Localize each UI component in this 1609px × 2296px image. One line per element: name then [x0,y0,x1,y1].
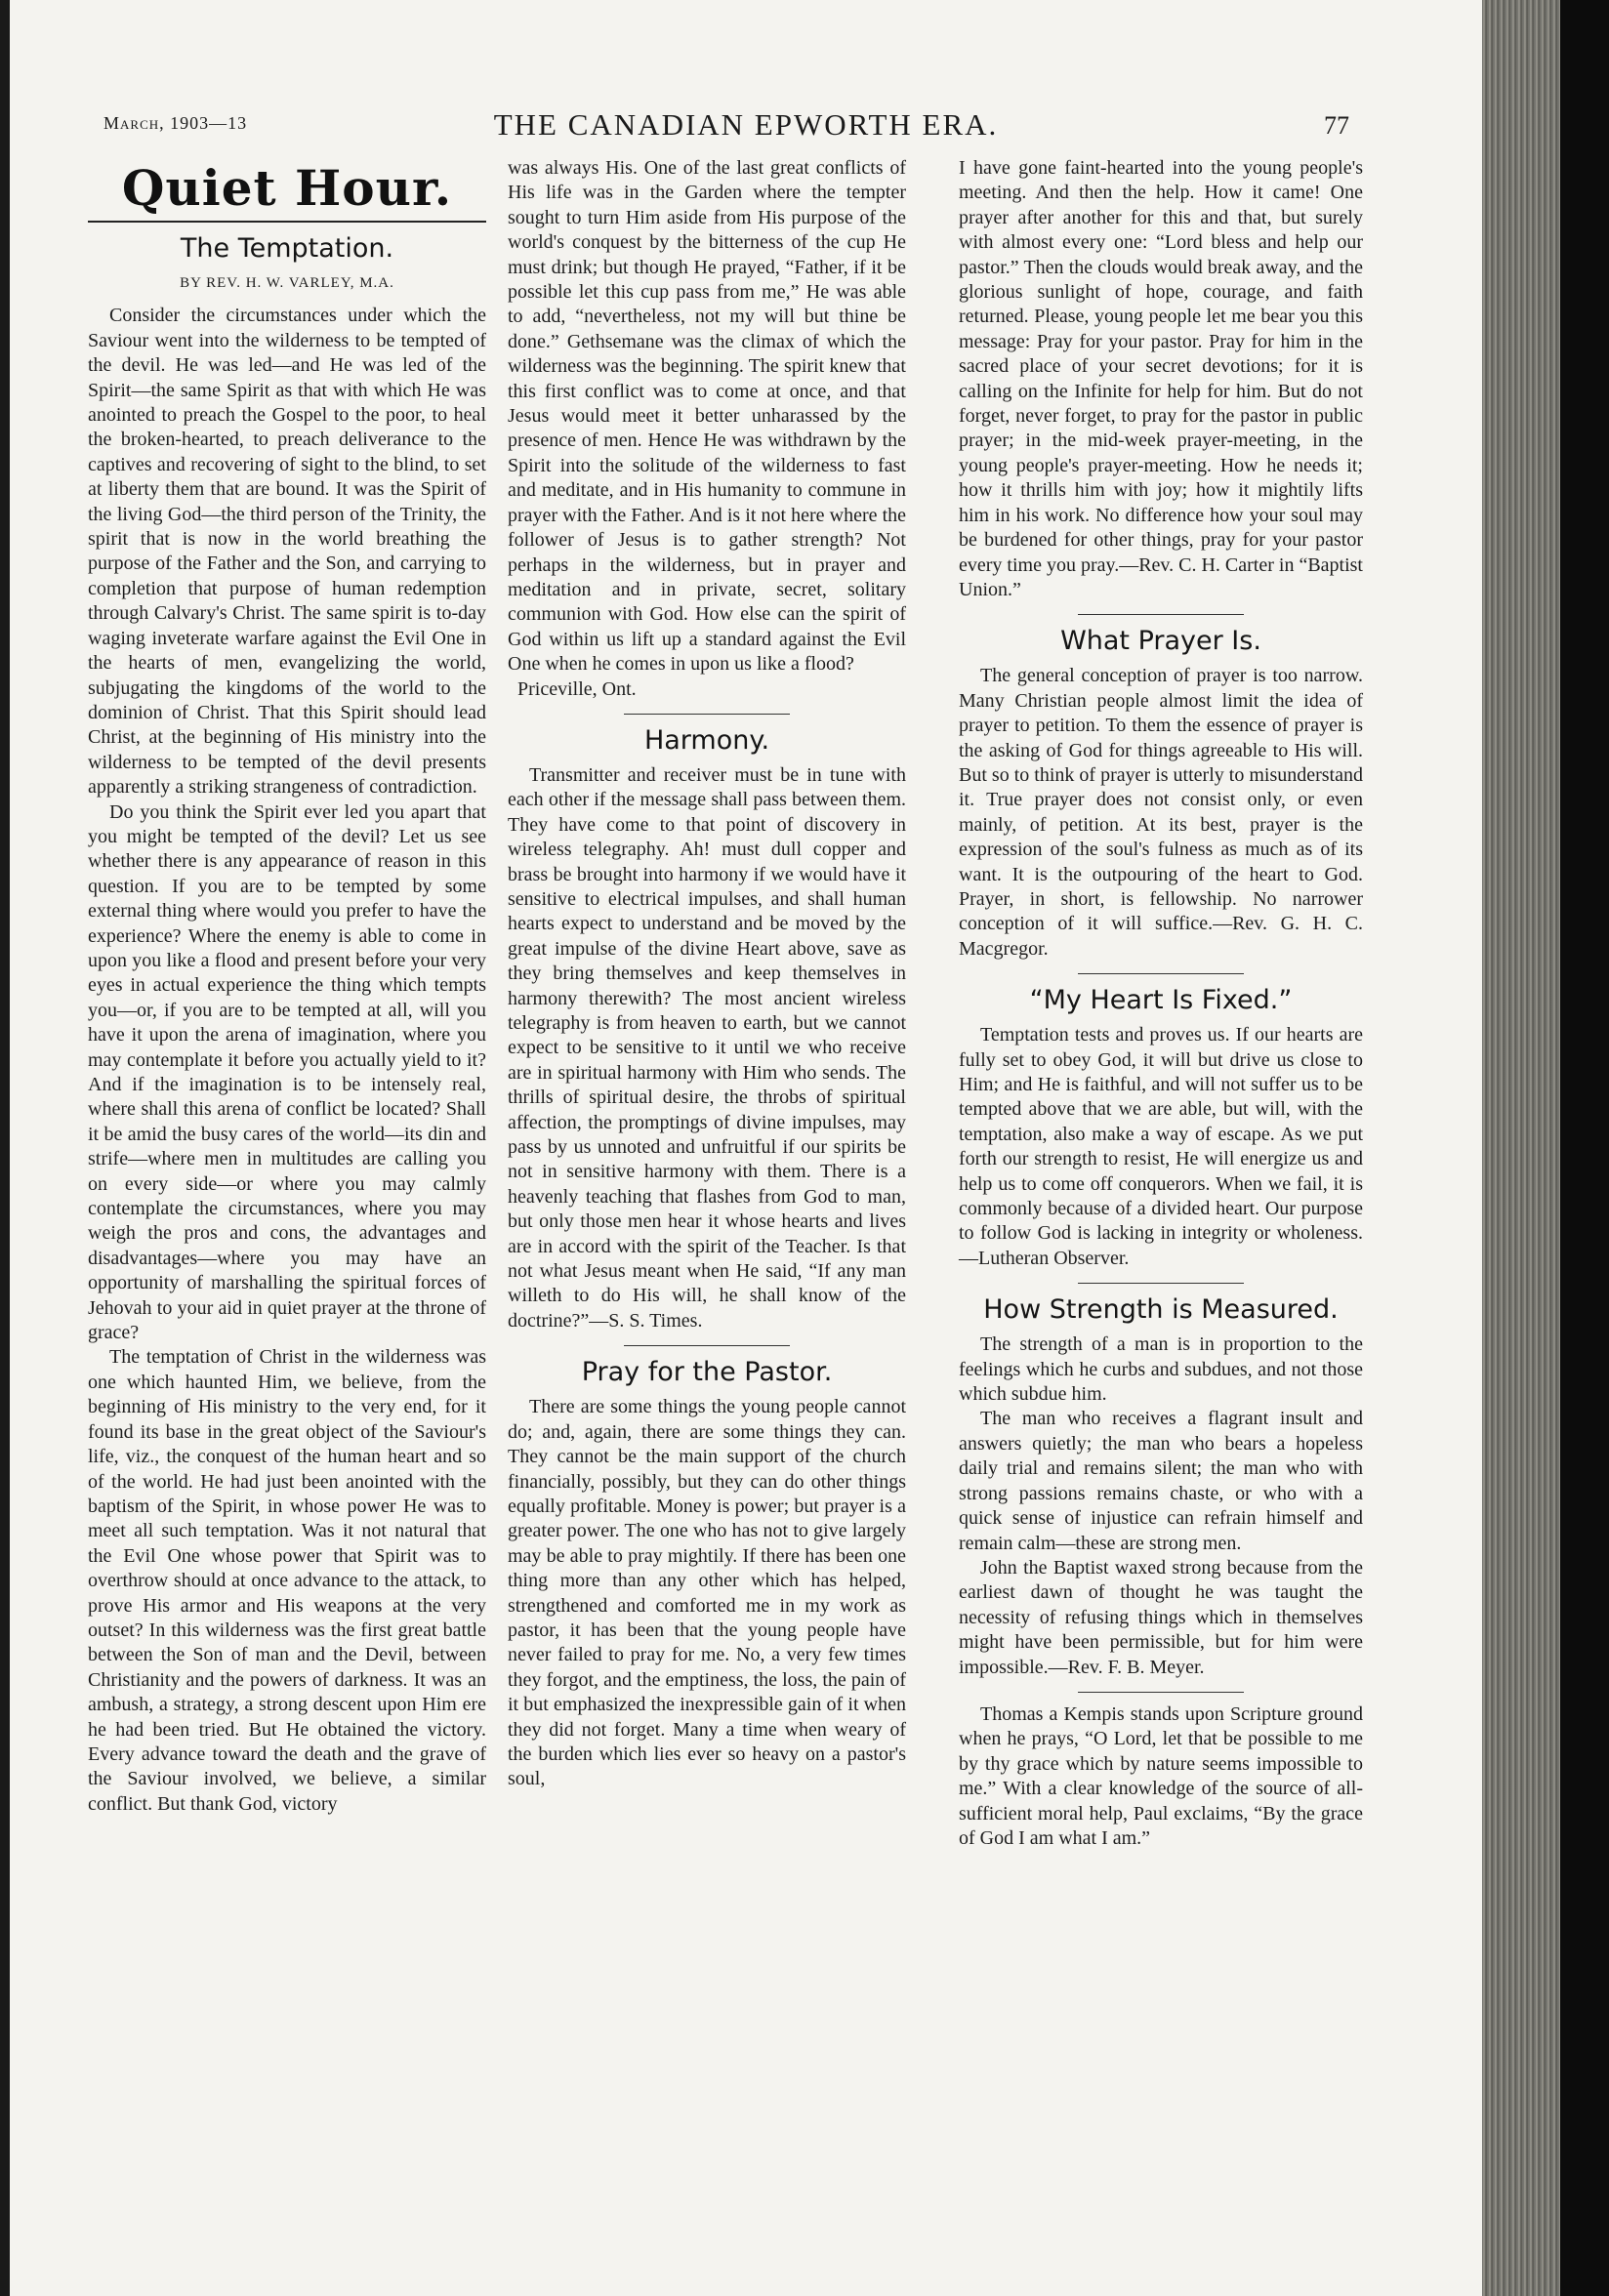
pastor-title: Pray for the Pastor. [581,1357,833,1388]
journal-title: THE CANADIAN EPWORTH ERA. [493,107,999,142]
issue-date: March, 1903—13 [103,113,248,133]
column-3 [959,156,1363,1851]
magazine-page [10,0,1482,2296]
temptation-paragraph: The temptation of Christ in the wilderness was one which haunted Him, we believe, from the beginning of His ministry to the very end, for it found its base in the great object of the Saviour's life, viz., the conquest of the human heart and so of the world. He had just been anointed with the baptism of the Spirit, in whose power He was to meet all such temptation. Was it not natural that the Evil One whose power that Spirit was to overthrow should at once advance to the attack, to prove His armor and His weapons at the very outset? In this wilderness was the first great battle between the Son of man and the Devil, between Christianity and the powers of darkness. It was an ambush, a strategy, a strong descent upon Him ere he had been tried. But He obtained the victory. Every advance toward the death and the grave of the Saviour involved, we believe, a similar conflict. But thank God, victory [88,1346,486,1815]
harmony-text: Transmitter and receiver must be in tune with each other if the message shall pass between them. They have come to that point of discovery in wireless telegraphy. Ah! must dull copper and brass be brought into harmony if we would have it sensitive to electrical impulses, and shall human hearts expect to understand and be moved by the great impulse of the divine Heart above, save as they bring themselves and keep themselves in harmony therewith? The most ancient wireless telegraphy is from heaven to earth, but we cannot expect to be sensitive to it until we who receive are in spiritual harmony with Him who sends. The thrills of spiritual desire, the throbs of spiritual affection, the promptings of divine impulses, may pass by us unnoted and unfruitful if our spirits be not in sensitive harmony with them. There is a heavenly teaching that flashes from God to man, but only those men hear it whose hearts and lives are in accord with the spirit of the Teacher. Is that not what Jesus meant when He said, “If any man willeth to do His will, he shall know of the doctrine?”—S. S. Times. [508,763,906,1332]
temptation-place: Priceville, Ont. [517,677,637,700]
strength-paragraph: John the Baptist waxed strong because from the earliest dawn of thought he was taught the necessity of refusing things which in themselves might have been permissible, but for him were impossible.—Rev. F. B. Meyer. [959,1556,1363,1678]
temptation-title: The Temptation. [180,233,394,264]
section-separator [1078,614,1244,615]
pastor-text-continued: I have gone faint-hearted into the young people's meeting. And then the help. How it came! One prayer after another for this and that, but surely with almost every one: “Lord bless and help our pastor.” Then the clouds would break away, and the glorious sunlight of hope, courage, and faith returned. Please, young people let me bear you this message: Pray for your pastor. Pray for him in the sacred place of your secret devotions; for it is calling on the Infinite for help for him. But do not forget, never forget, to pray for the pastor in public prayer; in the mid-week prayer-meeting, in the young people's prayer-meeting. How he needs it; how it thrills him with joy; how it mightily lifts him in his work. No difference how your soul may be burdened for other things, pray for your pastor every time you pray.—Rev. C. H. Carter in “Baptist Union.” [959,157,1363,600]
scan-edge-right [1560,0,1609,2296]
strength-title: How Strength is Measured. [983,1294,1339,1326]
quiet-hour-heading: Quiet Hour. [121,159,453,217]
column-2 [508,156,906,1792]
section-separator [1078,1692,1244,1693]
what-prayer-text: The general conception of prayer is too narrow. Many Christian people almost limit the idea of prayer to petition. To them the essence of prayer is the asking of God for things agreeable to His will. But so to think of prayer is utterly to misunderstand it. True prayer does not consist only, or even mainly, of petition. At its best, prayer is the expression of the soul's fulness as much as of its want. It is the outpouring of the heart to God. Prayer, in short, is fellowship. No narrower conception of it will suffice.—Rev. G. H. C. Macgregor. [959,665,1363,960]
running-header [10,107,1482,146]
pastor-text: There are some things the young people cannot do; and, again, there are some things they can. They cannot be the main support of the church financially, possibly, but they can do other things equally profitable. Money is power; but prayer is a greater power. The one who has not to give largely may be able to pray mightily. If there has been one thing more than any other which has helped, strengthened and comforted me in my work as pastor, it has been that the young people have never failed to pray for me. No, a very few times they forgot, and the emptiness, the loss, the pain of it but emphasized the inexpressible gain of it when they did not forget. Many a time when weary of the burden which lies ever so heavy on a pastor's soul, [508,1396,906,1790]
temptation-paragraph: Consider the circumstances under which the Saviour went into the wilderness to be tempted of the devil. He was led—and He was led of the Spirit—the same Spirit as that with which He was anointed to preach the Gospel to the poor, to heal the broken-hearted, to preach deliverance to the captives and recovering of sight to the blind, to set at liberty them that are bound. It was the Spirit of the living God—the third person of the Trinity, the spirit that is now in the world breathing the purpose of the Father and the Son, and carrying to completion that purpose of human redemption through Calvary's Christ. The same spirit is to-day waging inveterate warfare against the Evil One in the hearts of men, evangelizing the world, subjugating the kingdoms of the world to the dominion of Christ. That this Spirit should lead Christ, at the beginning of His ministry into the wilderness to be tempted of the devil presents apparently a striking strangeness of contradiction. [88,305,486,799]
harmony-title: Harmony. [643,724,770,756]
temptation-byline: BY REV. H. W. VARLEY, M.A. [180,275,394,291]
heading-rule [88,221,486,223]
heart-fixed-text: Temptation tests and proves us. If our hearts are fully set to obey God, it will but drive us close to Him; and He is faithful, and will not suffer us to be tempted above that we are able, but will, with the temptation, also make a way of escape. As we put forth our strength to resist, He will energize us and help us to come off conquerors. When we fail, it is commonly because of a divided heart. Our purpose to follow God is lacking in integrity or wholeness.—Lutheran Observer. [959,1024,1363,1269]
heart-fixed-title: “My Heart Is Fixed.” [1029,985,1293,1016]
temptation-paragraph: was always His. One of the last great conflicts of His life was in the Garden where the tempter sought to turn Him aside from His purpose of the world's conquest by the bitterness of the cup He must drink; but though He prayed, “Father, if it be possible let this cup pass from me,” He was able to add, “nevertheless, not my will but thine be done.” Gethsemane was the climax of which the wilderness was the beginning. The spirit knew that this first conflict was to come at once, and that Jesus would meet it better unharassed by the presence of men. Hence He was withdrawn by the Spirit into the solitude of the wilderness to fast and meditate, and in His humanity to commune in prayer with the Father. And is it not here where the follower of Jesus is to gather strength? Not perhaps in the wilderness, but in prayer and meditation and in private, secret, solitary communion with God. How else can the spirit of God within us lift up a standard against the Evil One when he comes in upon us like a flood? [508,157,906,676]
kempis-text: Thomas a Kempis stands upon Scripture ground when he prays, “O Lord, let that be possible to me by thy grace which by nature seems impossible to me.” With a clear knowledge of the source of all-sufficient moral help, Paul exclaims, “By the grace of God I am what I am.” [959,1702,1363,1849]
scan-edge-left [0,0,10,2296]
strength-paragraph: The man who receives a flagrant insult and answers quietly; the man who bears a hopeless daily trial and remains silent; the man who with strong passions remains chaste, or who with a quick sense of injustice can refrain himself and remain calm—these are strong men. [959,1408,1363,1554]
what-prayer-title: What Prayer Is. [1060,626,1261,657]
section-separator [1078,1283,1244,1284]
section-separator [624,714,790,715]
strength-paragraph: The strength of a man is in proportion to the feelings which he curbs and subdues, and not those which subdue him. [959,1333,1363,1406]
column-1 [88,158,486,1817]
section-separator [1078,973,1244,974]
page-number: 77 [1324,111,1349,140]
book-page-edges [1482,0,1560,2296]
temptation-paragraph: Do you think the Spirit ever led you apart that you might be tempted of the devil? Let us see whether there is any appearance of reason in this question. If you are to be tempted by some external thing where would you prefer to have the experience? Where the enemy is able to come in upon you like a flood and present before your very eyes in actual experience the thing which tempts you—or, if you are to be tempted at all, will you have it upon the arena of imagination, where you may contemplate it before you actually yield to it? And if the imagination is to be intensely real, where shall this arena of conflict be located? Shall it be amid the busy cares of the world—its din and strife—where men in multitudes are calling you on every side—or where you may calmly contemplate the circumstances, where you may weigh the pros and cons, the advantages and disadvantages—where you may have an opportunity of marshalling the spiritual forces of Jehovah to your aid in quiet prayer at the throne of grace? [88,800,486,1344]
section-separator [624,1345,790,1346]
